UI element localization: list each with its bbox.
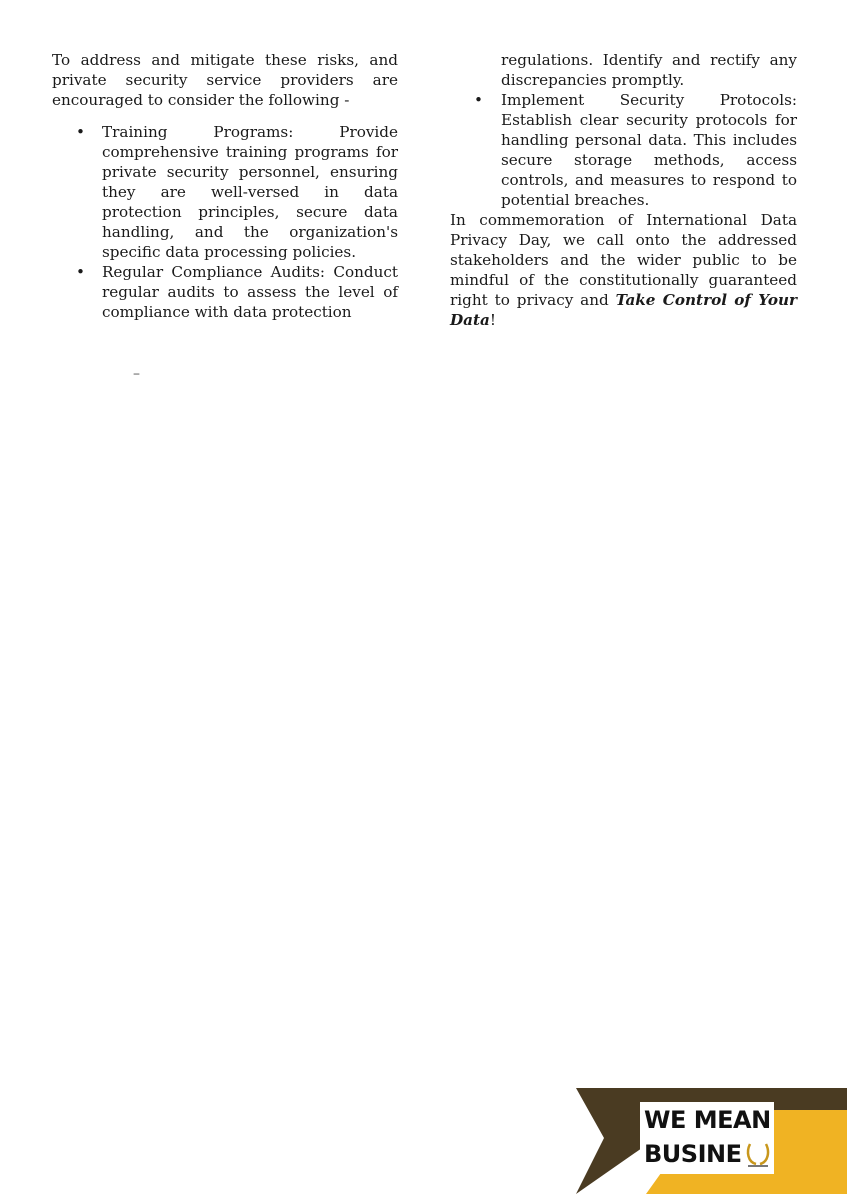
recommendations-list <box>52 122 398 322</box>
intro-paragraph: To address and mitigate these risks, and private security service providers are encouraged to consider the following - <box>52 51 398 109</box>
bullet-compliance-audits: • Regular Compliance Audits: Conduct regular audits to assess the level of compliance with data protection <box>52 262 398 322</box>
closing-text: In commemoration of International Data Privacy Day, we call onto the addressed stakeholders and the wider public to be mindful of the constitutionally guaranteed right to privacy and <box>450 211 797 309</box>
bullet-security-protocols: • Implement Security Protocols: Establish clear security protocols for handling personal data. This includes secure storage methods, access controls, and measures to respond to potential breaches. <box>450 90 797 210</box>
bullet-training-programs: • Training Programs: Provide comprehensive training programs for private security personnel, ensuring they are well-versed in data protection principles, secure data handling, and the organization's specific data processing policies. <box>52 122 398 262</box>
left-column <box>52 50 398 322</box>
closing-end: ! <box>489 311 496 329</box>
logo <box>640 1102 774 1174</box>
bullet-continuation: regulations. Identify and rectify any discrepancies promptly. <box>501 51 797 89</box>
closing-paragraph <box>450 210 797 330</box>
logo-emblem-icon <box>744 1142 772 1168</box>
right-column <box>450 50 797 330</box>
recommendations-list-continued <box>450 90 797 210</box>
closing-emphasis: Take Control of Your Data <box>450 291 797 329</box>
stray-dash: – <box>133 366 140 382</box>
logo-text-line2: BUSINE <box>644 1140 742 1168</box>
logo-text-line1: WE MEAN <box>644 1106 771 1134</box>
